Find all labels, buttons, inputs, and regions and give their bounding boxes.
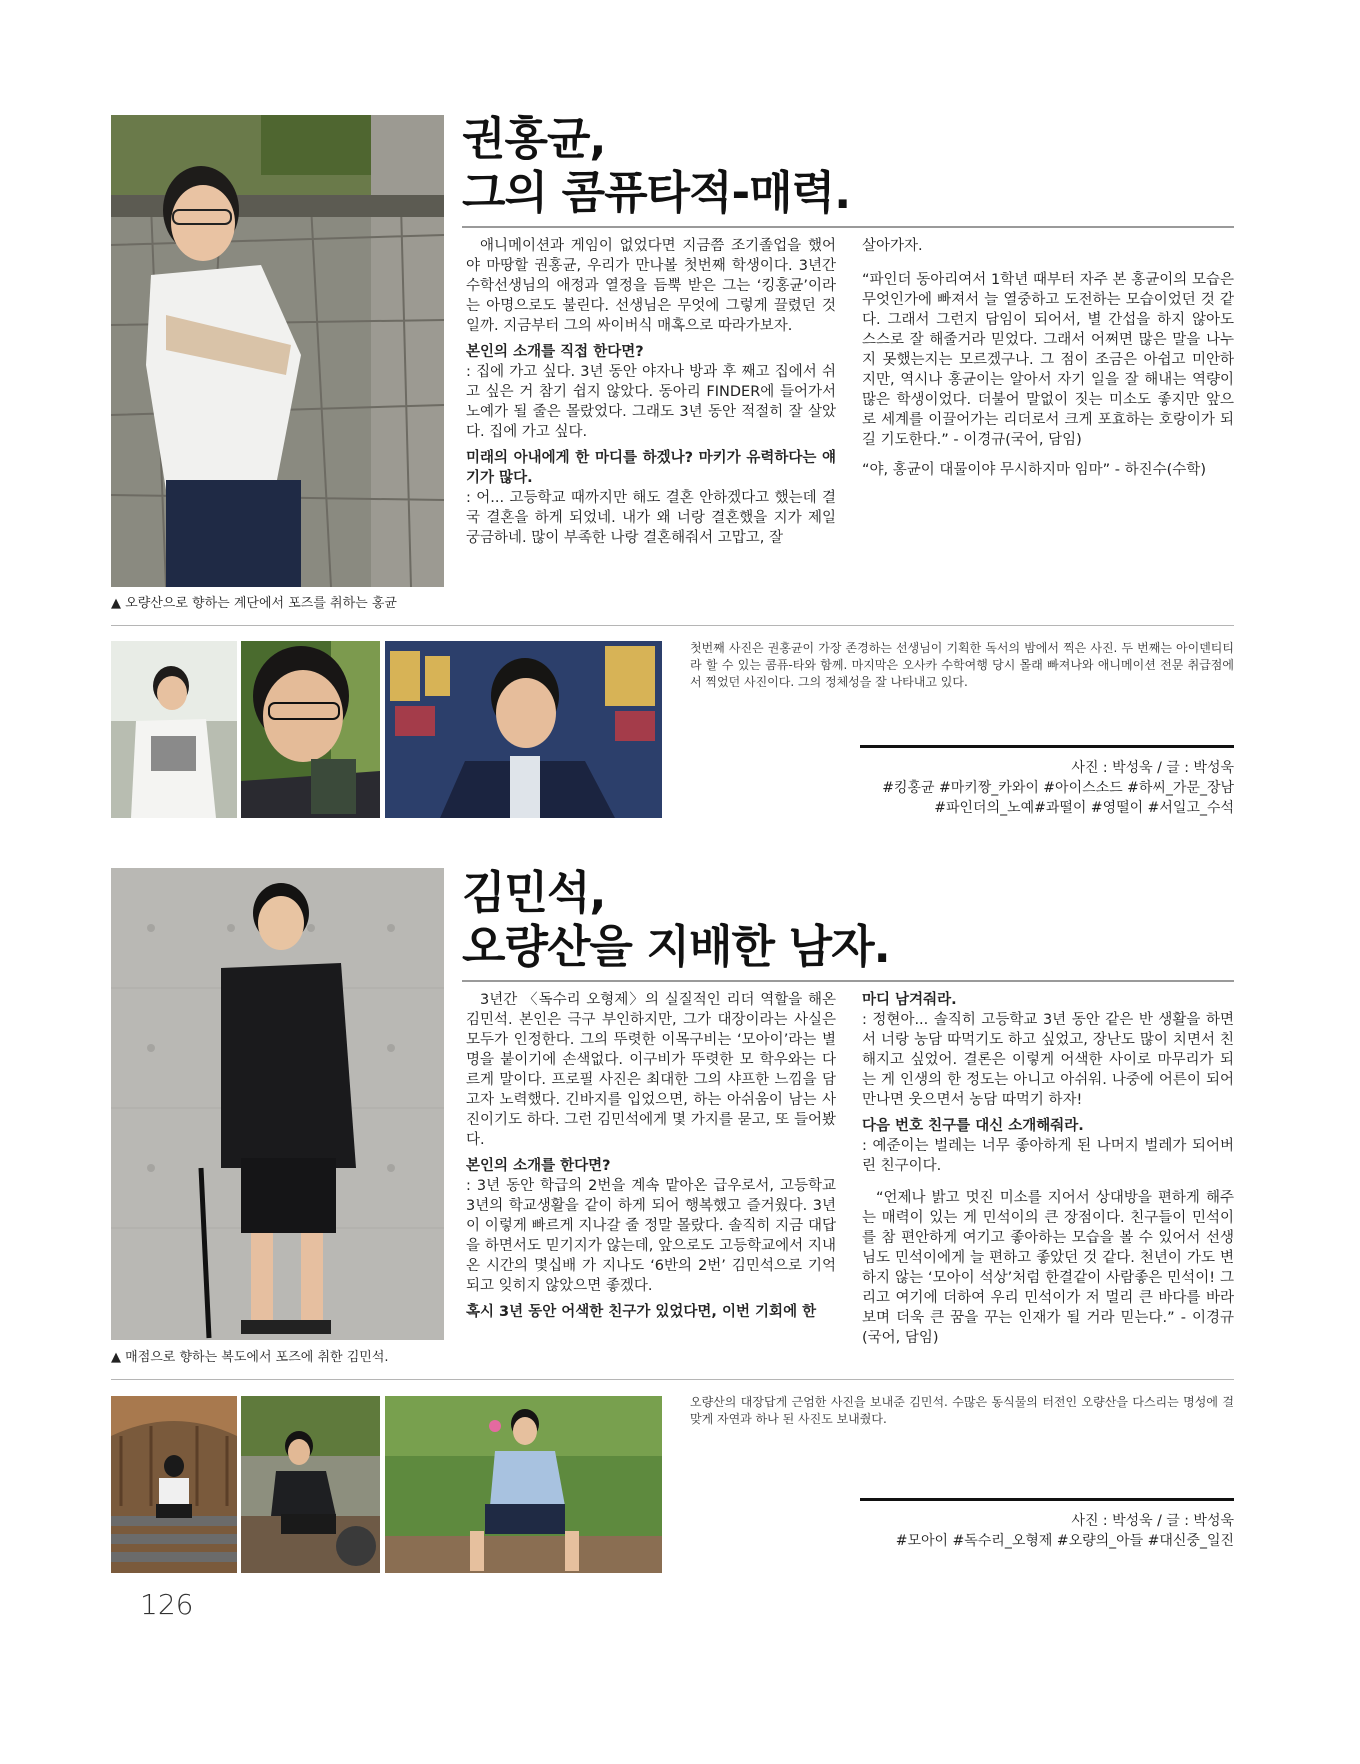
kwon-credit-line: 사진 : 박성욱 / 글 : 박성욱	[1071, 760, 1234, 776]
kwon-credits	[790, 758, 1234, 818]
kim-teacher-quote: “언제나 밝고 멋진 미소를 지어서 상대방을 편하게 해주는 매력이 있는 게 민석이의 큰 장점이다. 친구들이 민석이를 참 편안하게 여기고 좋아하는 모습을 볼 수 있어서 선생님도 민석이에게 늘 편하고 좋았던 것 같다. 천년이 가도 변하지 않는 ‘모아이 석상’처럼 한결같이 사람좋은 민석이! 그리고 여기에 더하여 우리 민석이가 저 멀리 큰 바다를 바라보며 더욱 큰 꿈을 꾸는 인재가 될 거라 믿는다.” - 이경규(국어, 담임)	[862, 1190, 1234, 1346]
kwon-gallery-photo-1	[111, 641, 237, 818]
kwon-question-1: 본인의 소개를 직접 한다면?	[466, 344, 644, 360]
kim-question-1: 본인의 소개를 한다면?	[466, 1158, 611, 1174]
kwon-title	[462, 112, 850, 220]
kim-title-rule	[462, 980, 1234, 982]
kim-gallery-photo-2	[241, 1396, 380, 1573]
kwon-column-1	[466, 236, 836, 554]
kim-main-photo-caption: ▲ 매점으로 향하는 복도에서 포즈에 취한 김민석.	[111, 1350, 389, 1365]
kwon-gallery-photo-2	[241, 641, 380, 818]
kim-main-photo	[111, 868, 444, 1340]
kim-column-2	[862, 990, 1234, 1354]
kim-question-2-continuation: 마디 남겨줘라.	[862, 992, 957, 1008]
kwon-main-photo-caption: ▲ 오량산으로 향하는 계단에서 포즈를 취하는 홍균	[111, 596, 397, 611]
kwon-teacher-quote-2: “야, 홍균이 대물이야 무시하지마 임마” - 하진수(수학)	[862, 462, 1206, 478]
kwon-gallery-text: 첫번째 사진은 권홍균이 가장 존경하는 선생님이 기획한 독서의 밤에서 찍은 사진. 두 번째는 아이덴티티라 할 수 있는 콤퓨-타와 함께. 마지막은 오사카 수학여행 당시 몰래 빠져나와 애니메이션 전문 취급점에서 찍었던 사진이다. 그의 정체성을 잘 나타내고 있다.	[690, 641, 1234, 689]
kim-answer-2: : 정현아... 솔직히 고등학교 3년 동안 같은 반 생활을 하면서 너랑 농담 따먹기도 하고 싶었고, 장난도 많이 치면서 친해지고 싶었어. 결론은 이렇게 어색한 사이로 마무리가 되는 게 인생의 한 정도는 아니고 아쉬워. 나중에 어른이 되어 만나면 웃으면서 농담 따먹기 하자!	[862, 1012, 1234, 1108]
kim-gallery-divider	[111, 1379, 1234, 1380]
kwon-question-2: 미래의 아내에게 한 마디를 하겠나? 마키가 유력하다는 얘기가 많다.	[466, 450, 836, 486]
kim-gallery-photo-3	[385, 1396, 662, 1573]
page-number: 126	[140, 1588, 194, 1621]
kwon-answer-1: : 집에 가고 싶다. 3년 동안 야자나 방과 후 째고 집에서 쉬고 싶은 거 참기 쉽지 않았다. 동아리 FINDER에 들어가서 노예가 될 줄은 몰랐었다. 그래도 3년 동안 적절히 잘 살았다. 집에 가고 싶다.	[466, 364, 836, 440]
kim-answer-1: : 3년 동안 학급의 2번을 계속 맡아온 급우로서, 고등학교 3년의 학교생활을 같이 하게 되어 행복했고 즐거웠다. 3년이 이렇게 빠르게 지나갈 줄 정말 몰랐다. 솔직히 지금 대답을 하면서도 믿기지가 않는데, 앞으로도 고등학교에서 지내온 시간의 몇십배 가 지나도 ‘6반의 2번’ 김민석으로 기억되고 잊히지 않았으면 좋겠다.	[466, 1178, 836, 1294]
kim-intro: 3년간 〈독수리 오형제〉의 실질적인 리더 역할을 해온 김민석. 본인은 극구 부인하지만, 그가 대장이라는 사실은 모두가 인정한다. 그의 뚜렷한 이목구비는 ‘모아이’라는 별명을 붙이기에 손색없다. 이구비가 뚜렷한 모 학우와는 다르게 말이다. 프로필 사진은 최대한 그의 샤프한 느낌을 담고자 노력했다. 긴바지를 입었으면, 하는 아쉬움이 남는 사진이기도 하다. 그런 김민석에게 몇 가지를 묻고, 또 들어봤다.	[466, 992, 836, 1148]
kim-credit-line: 사진 : 박성욱 / 글 : 박성욱	[1071, 1513, 1234, 1529]
kwon-column-2	[862, 236, 1234, 486]
kim-title-line2: 오량산을 지배한 남자.	[462, 920, 890, 973]
kwon-tags-line1: #킹홍균 #마키짱_카와이 #아이스소드 #하씨_가문_장남	[882, 780, 1234, 796]
kwon-title-line1: 권홍균,	[462, 112, 606, 165]
kwon-credit-rule	[860, 745, 1234, 748]
kim-question-3: 다음 번호 친구를 대신 소개해줘라.	[862, 1118, 1084, 1134]
kim-credits	[790, 1511, 1234, 1551]
kwon-tags-line2: #파인더의_노예#과떨이 #영떨이 #서일고_수석	[934, 800, 1234, 816]
kim-tags-line1: #모아이 #독수리_오형제 #오량의_아들 #대신중_일진	[895, 1533, 1234, 1549]
kwon-gallery-divider	[111, 625, 1234, 626]
kwon-column-2-continuation: 살아가자.	[862, 238, 923, 254]
kim-column-1	[466, 990, 836, 1322]
kwon-title-rule	[462, 226, 1234, 228]
kim-title	[462, 866, 890, 974]
kwon-teacher-quote-1: “파인더 동아리여서 1학년 때부터 자주 본 홍균이의 모습은 무엇인가에 빠져서 늘 열중하고 도전하는 모습이었던 것 같다. 그래서 그런지 담임이 되어서, 별 간섭을 하지 않아도 스스로 잘 해줄거라 믿었다. 그래서 어쩌면 많은 말을 나누지 못했는지는 모르겠구나. 그 점이 조금은 아쉽고 미안하지만, 역시나 홍균이는 알아서 자기 일을 잘 해내는 역량이 많은 학생이었다. 더불어 말없이 짓는 미소도 좋지만 앞으로 세계를 이끌어가는 리더로서 크게 포효하는 호랑이가 되길 기도한다.” - 이경규(국어, 담임)	[862, 272, 1234, 448]
kwon-answer-2: : 어... 고등학교 때까지만 해도 결혼 안하겠다고 했는데 결국 결혼을 하게 되었네. 내가 왜 너랑 결혼했을 지가 제일 궁금하네. 많이 부족한 나랑 결혼해줘서 고맙고, 잘	[466, 490, 836, 546]
kim-title-line1: 김민석,	[462, 866, 606, 919]
kwon-intro: 애니메이션과 게임이 없었다면 지금쯤 조기졸업을 했어야 마땅할 권홍균, 우리가 만나볼 첫번째 학생이다. 3년간 수학선생님의 애정과 열정을 듬뿍 받은 그는 ‘킹홍균’이라 는 아명으로도 불린다. 선생님은 무엇에 그렇게 끌렸던 것일까. 지금부터 그의 싸이버식 매혹으로 따라가보자.	[466, 238, 836, 334]
kwon-title-line2: 그의 콤퓨타적-매력.	[462, 166, 851, 219]
kim-answer-3: : 예준이는 벌레는 너무 좋아하게 된 나머지 벌레가 되어버린 친구이다.	[862, 1138, 1234, 1174]
kim-gallery-text: 오량산의 대장답게 근엄한 사진을 보내준 김민석. 수많은 동식물의 터전인 오량산을 다스리는 명성에 걸맞게 자연과 하나 된 사진도 보내줬다.	[690, 1395, 1234, 1426]
kwon-main-photo	[111, 115, 444, 587]
kim-gallery-photo-1	[111, 1396, 237, 1573]
kim-question-2: 혹시 3년 동안 어색한 친구가 있었다면, 이번 기회에 한	[466, 1304, 817, 1320]
kim-credit-rule	[860, 1498, 1234, 1501]
kwon-gallery-photo-3	[385, 641, 662, 818]
